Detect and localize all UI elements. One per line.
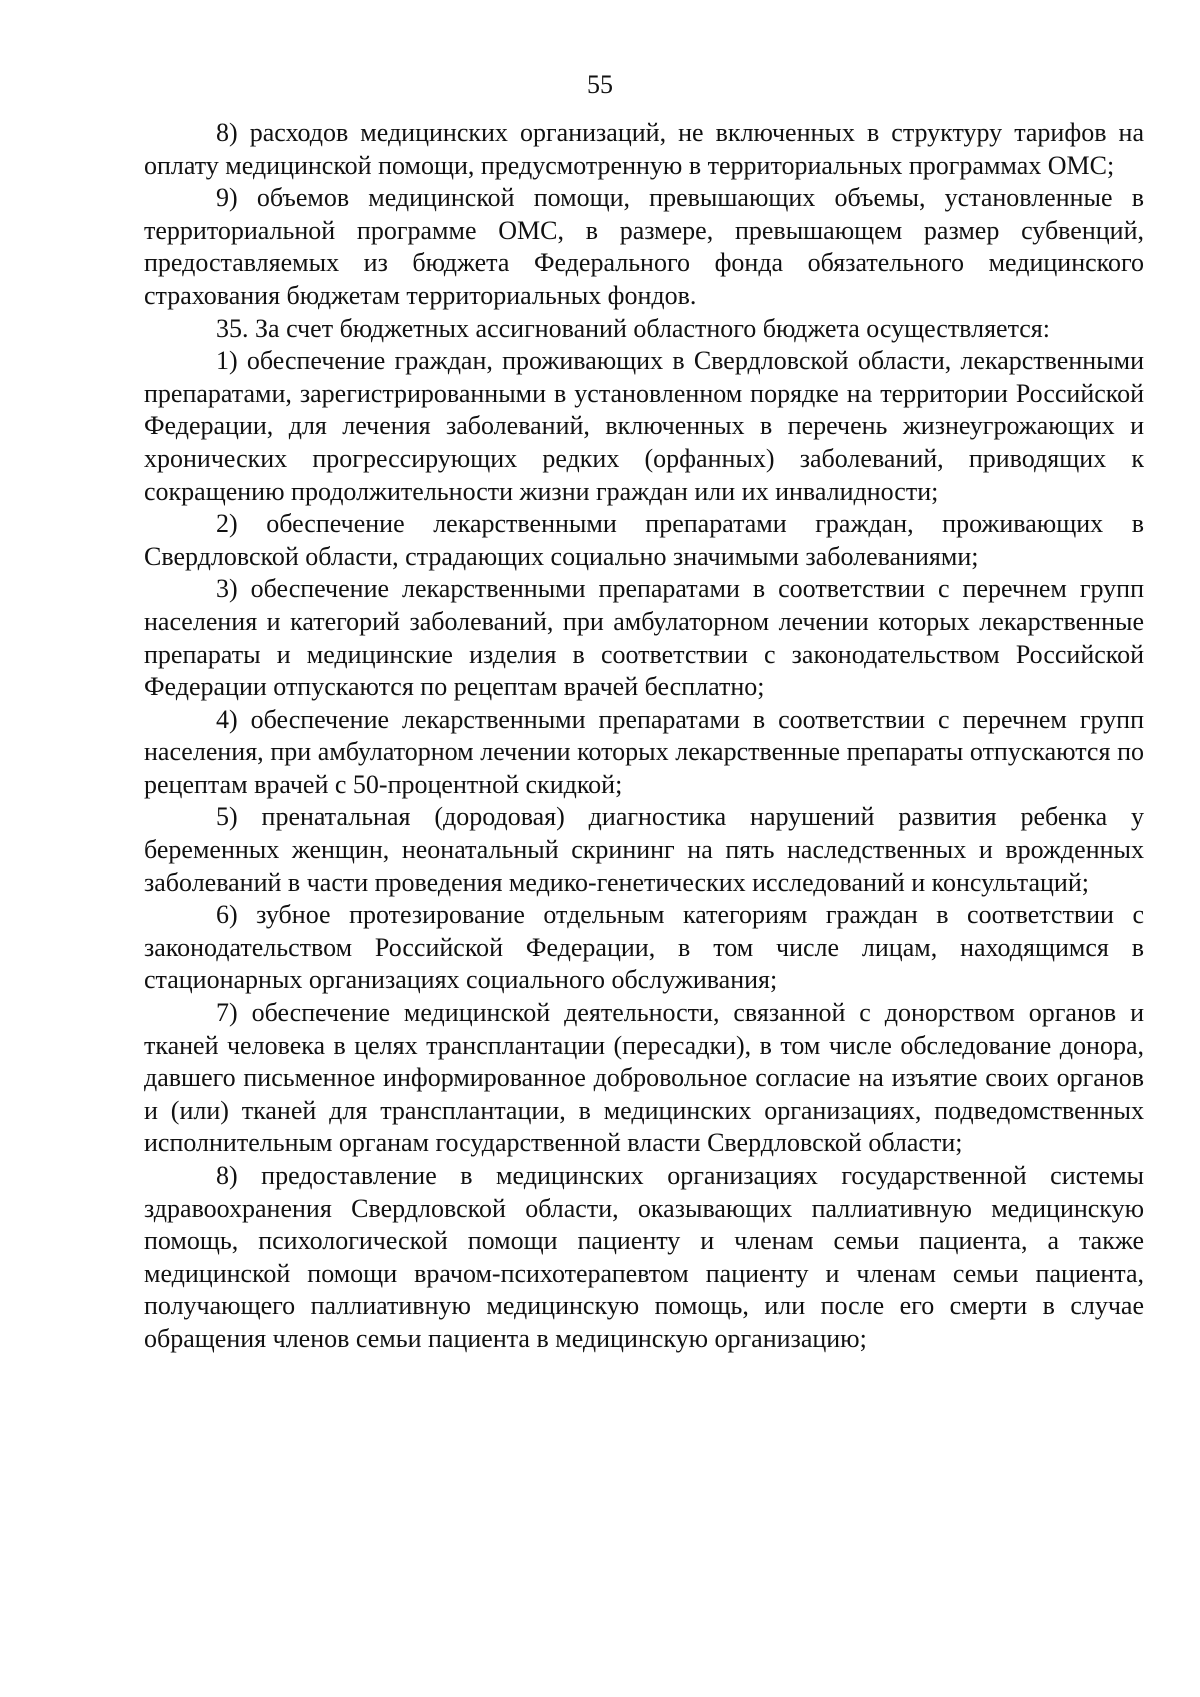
page-number: 55 — [587, 70, 613, 99]
paragraph-item-7-organ-donation: 7) обеспечение медицинской деятельности, связанной с донорством органов и тканей человека в целях трансплантации (пересадки), в том числе обследование донора, давшего письменное информированное добровольное согласие на изъятие своих органов и (или) тканей для трансплантации, в медицинских организациях, подведомственных исполнительным органам государственной власти Свердловской области; — [144, 998, 1144, 1158]
paragraph-item-8-expenses: 8) расходов медицинских организаций, не включенных в структуру тарифов на оплату медицинской помощи, предусмотренную в территориальных программах ОМС; — [144, 118, 1144, 180]
paragraph-item-8-palliative-support: 8) предоставление в медицинских организациях государственной системы здравоохранения Свердловской области, оказывающих паллиативную медицинскую помощь, психологической помощи пациенту и членам семьи пациента, а также медицинской помощи врачом-психотерапевтом пациенту и членам семьи пациента, получающего паллиативную медицинскую помощь, или после его смерти в случае обращения членов семьи пациента в медицинскую организацию; — [144, 1161, 1144, 1353]
paragraph-item-5-prenatal-diagnostics: 5) пренатальная (дородовая) диагностика нарушений развития ребенка у беременных женщин, неонатальный скрининг на пять наследственных и врожденных заболеваний в части проведения медико-генетических исследований и консультаций; — [144, 802, 1144, 897]
paragraph-item-6-dental-prosthetics: 6) зубное протезирование отдельным категориям граждан в соответствии с законодательством Российской Федерации, в том числе лицам, находящимся в стационарных организациях социального обслуживания; — [144, 900, 1144, 995]
paragraph-item-1-orphan-drugs: 1) обеспечение граждан, проживающих в Свердловской области, лекарственными препаратами, зарегистрированными в установленном порядке на территории Российской Федерации, для лечения заболеваний, включенных в перечень жизнеугрожающих и хронических прогрессирующих редких (орфанных) заболеваний, приводящих к сокращению продолжительности жизни граждан или их инвалидности; — [144, 346, 1144, 506]
paragraph-item-9-volumes: 9) объемов медицинской помощи, превышающих объемы, установленные в территориальной программе ОМС, в размере, превышающем размер субвенций, предоставляемых из бюджета Федерального фонда обязательного медицинского страхования бюджетам территориальных фондов. — [144, 183, 1144, 310]
paragraph-item-2-social-diseases: 2) обеспечение лекарственными препаратами граждан, проживающих в Свердловской области, страдающих социально значимыми заболеваниями; — [144, 509, 1144, 571]
document-body — [144, 117, 1144, 1356]
paragraph-item-4-discount-prescriptions: 4) обеспечение лекарственными препаратами в соответствии с перечнем групп населения, при амбулаторном лечении которых лекарственные препараты отпускаются по рецептам врачей с 50-процентной скидкой; — [144, 704, 1144, 799]
paragraph-clause-35: 35. За счет бюджетных ассигнований областного бюджета осуществляется: — [216, 313, 1050, 343]
paragraph-item-3-free-prescriptions: 3) обеспечение лекарственными препаратами в соответствии с перечнем групп населения и категорий заболеваний, при амбулаторном лечении которых лекарственные препараты и медицинские изделия в соответствии с законодательством Российской Федерации отпускаются по рецептам врачей бесплатно; — [144, 574, 1144, 702]
